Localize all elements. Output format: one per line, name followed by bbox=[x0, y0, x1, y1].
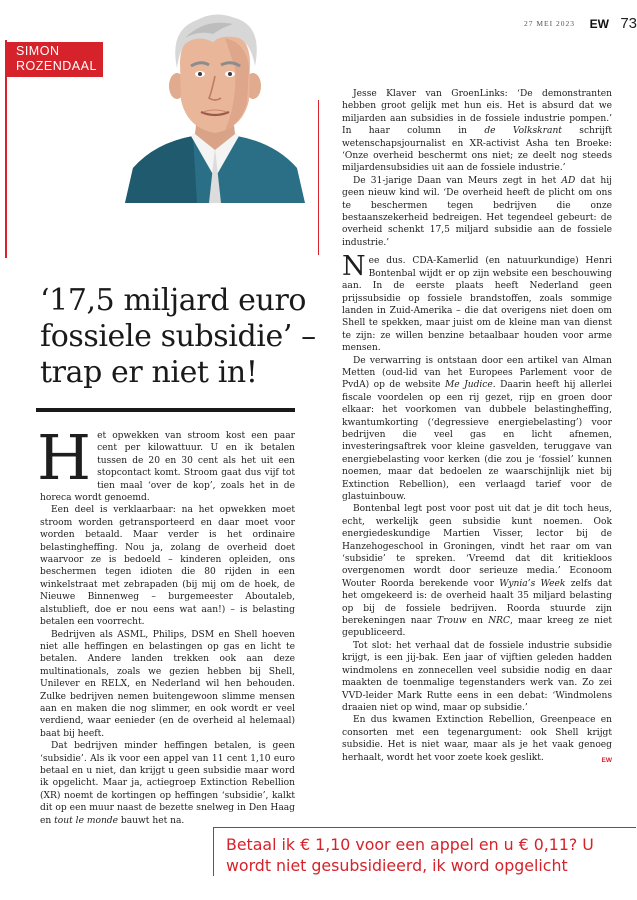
paragraph-text: ee dus. CDA-Kamerlid (en natuurkundige) Henri Bontenbal wijdt er op zijn website een beschouwing aan. In de eerste plaats heeft Nederland geen prijssubsidie op fossiele brandstoffen, zoals sommige landen in Zuid-Amerika – die dat overigens niet doen om Shell te spekken, maar juist om de kleine man van dienst te zijn: ze willen benzine betaalbaar houden voor arme mensen. bbox=[342, 256, 612, 354]
author-portrait-illustration bbox=[125, 8, 305, 203]
paragraph-text: . Daarin heeft hij allerlei fiscale voordelen op een rij gezet, rijp en groen door elkaar: het voorkomen van dubbele belastingheffing, kwantumkorting (‘degressieve energiebelasting’) voor bedrijven die veel gas en licht afnemen, investeringsaftrek voor kleine gasvelden, teruggave van energiebelasting voor kerken (die zou je ‘fossiel’ kunnen noemen, maar dat bedoelen ze waarschijnlijk niet bij Extinction Rebellion), een verlaagd tarief voor de glastuinbouw. bbox=[342, 380, 612, 502]
paragraph bbox=[342, 88, 612, 175]
author-tag bbox=[7, 42, 103, 77]
italic-text: Trouw bbox=[437, 616, 467, 627]
paragraph-text: et opwekken van stroom kost een paar cent per kilowattuur. U en ik betalen tussen de 20 en 30 cent als het uit een stopcontact komt. Stroom gaat dus vijf tot tien maal ‘over de kop’, zoals het in de horeca wordt genoemd. bbox=[40, 431, 295, 504]
paragraph: Tot slot: het verhaal dat de fossiele industrie subsidie krijgt, is een jij-bak. Een jaar of vijftien geleden hadden windmolens en zonnecellen veel subsidie nodig en daar maakten de toenmalige tegenstanders werk van. Zo zei VVD-leider Mark Rutte eens in een debat: ‘Windmolens draaien niet op wind, maar op subsidie.’ bbox=[342, 640, 612, 713]
paragraph bbox=[37, 421, 295, 504]
paragraph-text: dat hij geen nieuw kind wil. ‘De overheid heeft de plicht om ons te beschermen tegen bedrijven die onze bestaanszekerheid bedreigen. Het tegendeel gebeurt: de overheid schenkt 17,5 miljard subsidie aan de fossiele industrie.’ bbox=[342, 175, 613, 248]
paragraph bbox=[342, 355, 612, 504]
paragraph-text: De 31-jarige Daan van Meurs zegt in het bbox=[353, 175, 562, 186]
headline-rule bbox=[36, 408, 295, 412]
paragraph bbox=[40, 740, 295, 827]
pull-quote: Betaal ik € 1,10 voor een appel en u € 0,11? U wordt niet gesubsidieerd, ik word opgelicht bbox=[213, 827, 636, 876]
magazine-logo: EW bbox=[589, 17, 609, 31]
paragraph bbox=[342, 251, 612, 354]
author-last-name: ROZENDAAL bbox=[16, 59, 97, 73]
paragraph-text: , maar kreeg ze niet gepubliceerd. bbox=[342, 616, 612, 639]
paragraph-text: Jesse Klaver van GroenLinks: ‘De demonstranten hebben groot gelijk met hun eis. Het is absurd dat we miljarden aan subsidies in de fossiele industrie pompen.’ In haar column in bbox=[342, 89, 612, 137]
paragraph-text: De verwarring is ontstaan door een artikel van Alman Metten (oud-lid van het Europees Parlement voor de PvdA) op de website bbox=[342, 355, 612, 391]
paragraph-text: Dat bedrijven minder heffingen betalen, is geen ‘subsidie’. Als ik voor een appel van 11 cent 1,10 euro betaal en u niet, dan krijgt u geen subsidie maar word ik opgelicht. Maar ja, actiegroep Extinction Rebellion (XR) noemt de kortingen op heffingen ‘subsidie’, kalkt dit op een muur naast de bezette snelweg in Den Haag en bbox=[40, 741, 295, 826]
paragraph-text: Bontenbal legt post voor post uit dat je dit toch heus, echt, werkelijk geen subsidie kunt noemen. Ook energiedeskundige Martien Visser, lector bij de Hanzehogeschool in Groningen, vindt het raar om van ‘subsidie’ te spreken. ‘Vreemd dat dit kritiekloos overgenomen wordt door serieuze media.’ Econoom Wouter Roorda berekende voor bbox=[342, 504, 612, 589]
paragraph-text: En dus kwamen Extinction Rebellion, Greenpeace en consorten met een tegenargument: ook Shell krijgt subsidie. Het is niet waar, maar als je het vaak genoeg herhaalt, wordt het voor zoete koek geslikt. bbox=[342, 715, 612, 763]
paragraph bbox=[342, 175, 612, 249]
end-mark: EW bbox=[601, 756, 612, 764]
italic-text: AD bbox=[561, 175, 576, 186]
italic-text: de Volkskrant bbox=[484, 126, 562, 137]
article-headline: ‘17,5 miljard euro fossiele subsidie’ – trap er niet in! bbox=[40, 283, 316, 390]
paragraph-text: en bbox=[466, 616, 489, 627]
drop-cap: H bbox=[37, 421, 92, 494]
article-column-1 bbox=[37, 421, 295, 827]
paragraph: Bedrijven als ASML, Philips, DSM en Shell hoeven niet alle heffingen en belastingen op gas en licht te betalen. Andere landen trekken ook aan deze multinationals, zoals we gezien hebben bij Shell, Unilever en RELX, en Nederland wil hen behouden. Zulke bedrijven nemen buitengewoon slimme mensen aan en maken die nog slimmer, en ook wordt er veel verdiend, waar eenieder (en de overheid al helemaal) baat bij heeft. bbox=[40, 629, 295, 739]
author-box bbox=[5, 40, 98, 93]
paragraph-text: schrijft wetenschapsjournalist en XR-activist Asha ten Broeke: ‘Onze overheid beschermt ons niet; ze deelt nog steeds miljardensubsidies uit aan de fossiele industrie.’ bbox=[342, 126, 612, 174]
accent-line-center bbox=[318, 100, 319, 255]
paragraph: Een deel is verklaarbaar: na het opwekken moet stroom worden getransporteerd en daar moet voor worden betaald. Maar verder is het ordinaire belastingheffing. Nou ja, zolang de overheid doet waarvoor ze is bedoeld – kinderen opleiden, ons beschermen tegen idioten die 80 rijden in een winkelstraat met zebrapaden (bij mij om de hoek, de Nieuwe Binnenweg – burgemeester Aboutaleb, alstublieft, doe er nou eens wat aan!) – is belasting betalen een voorrecht. bbox=[40, 505, 295, 628]
page-number: 73 bbox=[620, 15, 637, 32]
paragraph bbox=[342, 714, 612, 764]
accent-line-left bbox=[5, 93, 7, 258]
paragraph-text: zelfs dat het omgekeerd is: de overheid haalt 35 miljard belasting op bij de fossiele bedrijven. Roorda stuurde zijn berekeningen naar bbox=[342, 578, 612, 627]
italic-text: NRC bbox=[488, 616, 510, 627]
author-first-name: SIMON bbox=[16, 44, 60, 58]
paragraph-text: bauwt het na. bbox=[118, 815, 185, 826]
article-column-2 bbox=[342, 88, 612, 767]
drop-cap: N bbox=[342, 251, 366, 283]
italic-text: Me Judice bbox=[444, 380, 493, 391]
paragraph bbox=[342, 503, 612, 639]
issue-date: 27 MEI 2023 bbox=[524, 19, 575, 28]
italic-text: Wynia’s Week bbox=[499, 578, 566, 589]
italic-text: tout le monde bbox=[54, 815, 119, 826]
